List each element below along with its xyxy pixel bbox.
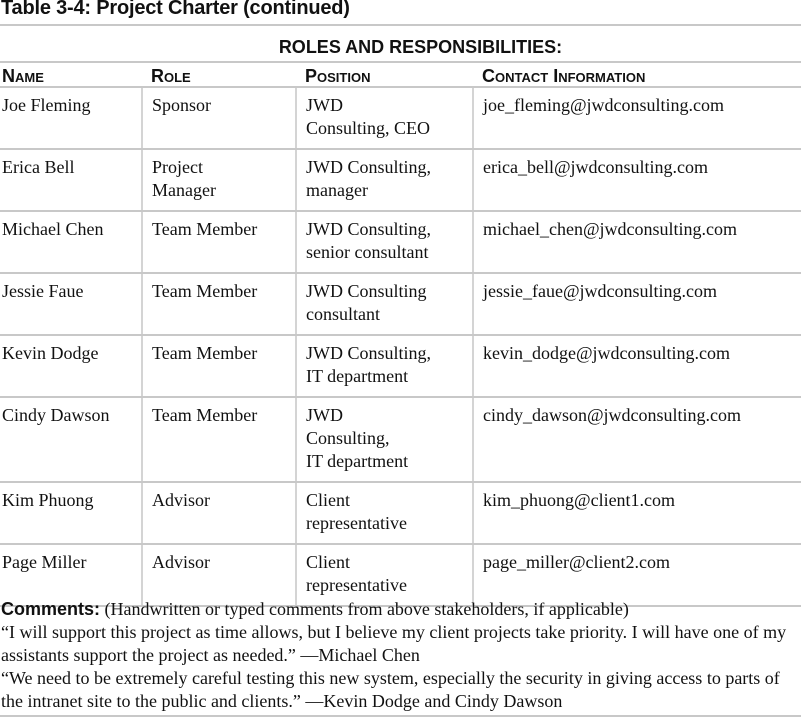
name-cell: Michael Chen: [0, 211, 142, 273]
position-cell-line: JWD: [306, 405, 343, 425]
table-row: [0, 482, 801, 544]
role-cell-line: Manager: [152, 180, 216, 200]
table-title: Table 3-4: Project Charter (continued): [1, 0, 350, 19]
role-cell-line: Project: [152, 157, 203, 177]
column-header-contact: Contact Information: [482, 66, 646, 86]
position-cell-line: representative: [306, 513, 407, 533]
contact-cell: kevin_dodge@jwdconsulting.com: [473, 335, 801, 397]
contact-cell: cindy_dawson@jwdconsulting.com: [473, 397, 801, 482]
comments-label: Comments:: [1, 599, 101, 619]
name-cell: Jessie Faue: [0, 273, 142, 335]
table-row: [0, 273, 801, 335]
role-cell: [142, 149, 296, 211]
position-cell-line: Consulting,: [306, 428, 390, 448]
column-header-position: Position: [305, 66, 371, 86]
position-cell-line: Client: [306, 490, 350, 510]
name-cell: Joe Fleming: [0, 88, 142, 149]
contact-cell: page_miller@client2.com: [473, 544, 801, 606]
position-cell: [296, 397, 473, 482]
contact-cell: erica_bell@jwdconsulting.com: [473, 149, 801, 211]
column-header-name: Name: [2, 66, 44, 86]
position-cell-line: IT department: [306, 451, 409, 471]
divider: [0, 24, 801, 26]
contact-cell: joe_fleming@jwdconsulting.com: [473, 88, 801, 149]
table-row: [0, 149, 801, 211]
role-cell: Sponsor: [142, 88, 296, 149]
divider: [0, 715, 801, 717]
contact-cell: kim_phuong@client1.com: [473, 482, 801, 544]
role-cell: Team Member: [142, 335, 296, 397]
comment-quote: “I will support this project as time allows, but I believe my client projects take priority. I will have one of my assistants support the project as needed.” —Michael Chen: [1, 622, 787, 665]
position-cell-line: JWD Consulting,: [306, 343, 432, 363]
position-cell-line: JWD Consulting,: [306, 157, 432, 177]
position-cell-line: Consulting, CEO: [306, 118, 431, 138]
name-cell: Kim Phuong: [0, 482, 142, 544]
comment-quote: “We need to be extremely careful testing this new system, especially the security in giving access to parts of the intranet site to the public and clients.” —Kevin Dodge and Cindy Dawson: [1, 668, 780, 711]
table-row: [0, 211, 801, 273]
position-cell-line: JWD: [306, 95, 343, 115]
contact-cell: michael_chen@jwdconsulting.com: [473, 211, 801, 273]
divider: [0, 61, 801, 63]
position-cell: [296, 273, 473, 335]
role-cell: Team Member: [142, 273, 296, 335]
position-cell: [296, 149, 473, 211]
table-row: [0, 544, 801, 606]
name-cell: Page Miller: [0, 544, 142, 606]
position-cell: [296, 544, 473, 606]
role-cell: Team Member: [142, 211, 296, 273]
role-cell: Advisor: [142, 544, 296, 606]
role-cell: Advisor: [142, 482, 296, 544]
position-cell-line: manager: [306, 180, 368, 200]
contact-cell: jessie_faue@jwdconsulting.com: [473, 273, 801, 335]
table-row: [0, 335, 801, 397]
section-heading: ROLES AND RESPONSIBILITIES:: [278, 37, 563, 57]
column-header-role: Role: [151, 66, 191, 86]
table-row: [0, 88, 801, 149]
name-cell: Kevin Dodge: [0, 335, 142, 397]
position-cell: [296, 88, 473, 149]
roles-table: [0, 88, 801, 607]
position-cell-line: representative: [306, 575, 407, 595]
role-cell: Team Member: [142, 397, 296, 482]
position-cell-line: senior consultant: [306, 242, 429, 262]
position-cell-line: JWD Consulting: [306, 281, 427, 301]
position-cell-line: Client: [306, 552, 350, 572]
position-cell: [296, 211, 473, 273]
table-row: [0, 397, 801, 482]
comments-section: [1, 598, 801, 713]
position-cell-line: JWD Consulting,: [306, 219, 432, 239]
position-cell-line: IT department: [306, 366, 409, 386]
name-cell: Cindy Dawson: [0, 397, 142, 482]
position-cell: [296, 335, 473, 397]
comments-intro: Comments: (Handwritten or typed comments from above stakeholders, if applicable): [1, 599, 629, 619]
name-cell: Erica Bell: [0, 149, 142, 211]
position-cell-line: consultant: [306, 304, 380, 324]
position-cell: [296, 482, 473, 544]
